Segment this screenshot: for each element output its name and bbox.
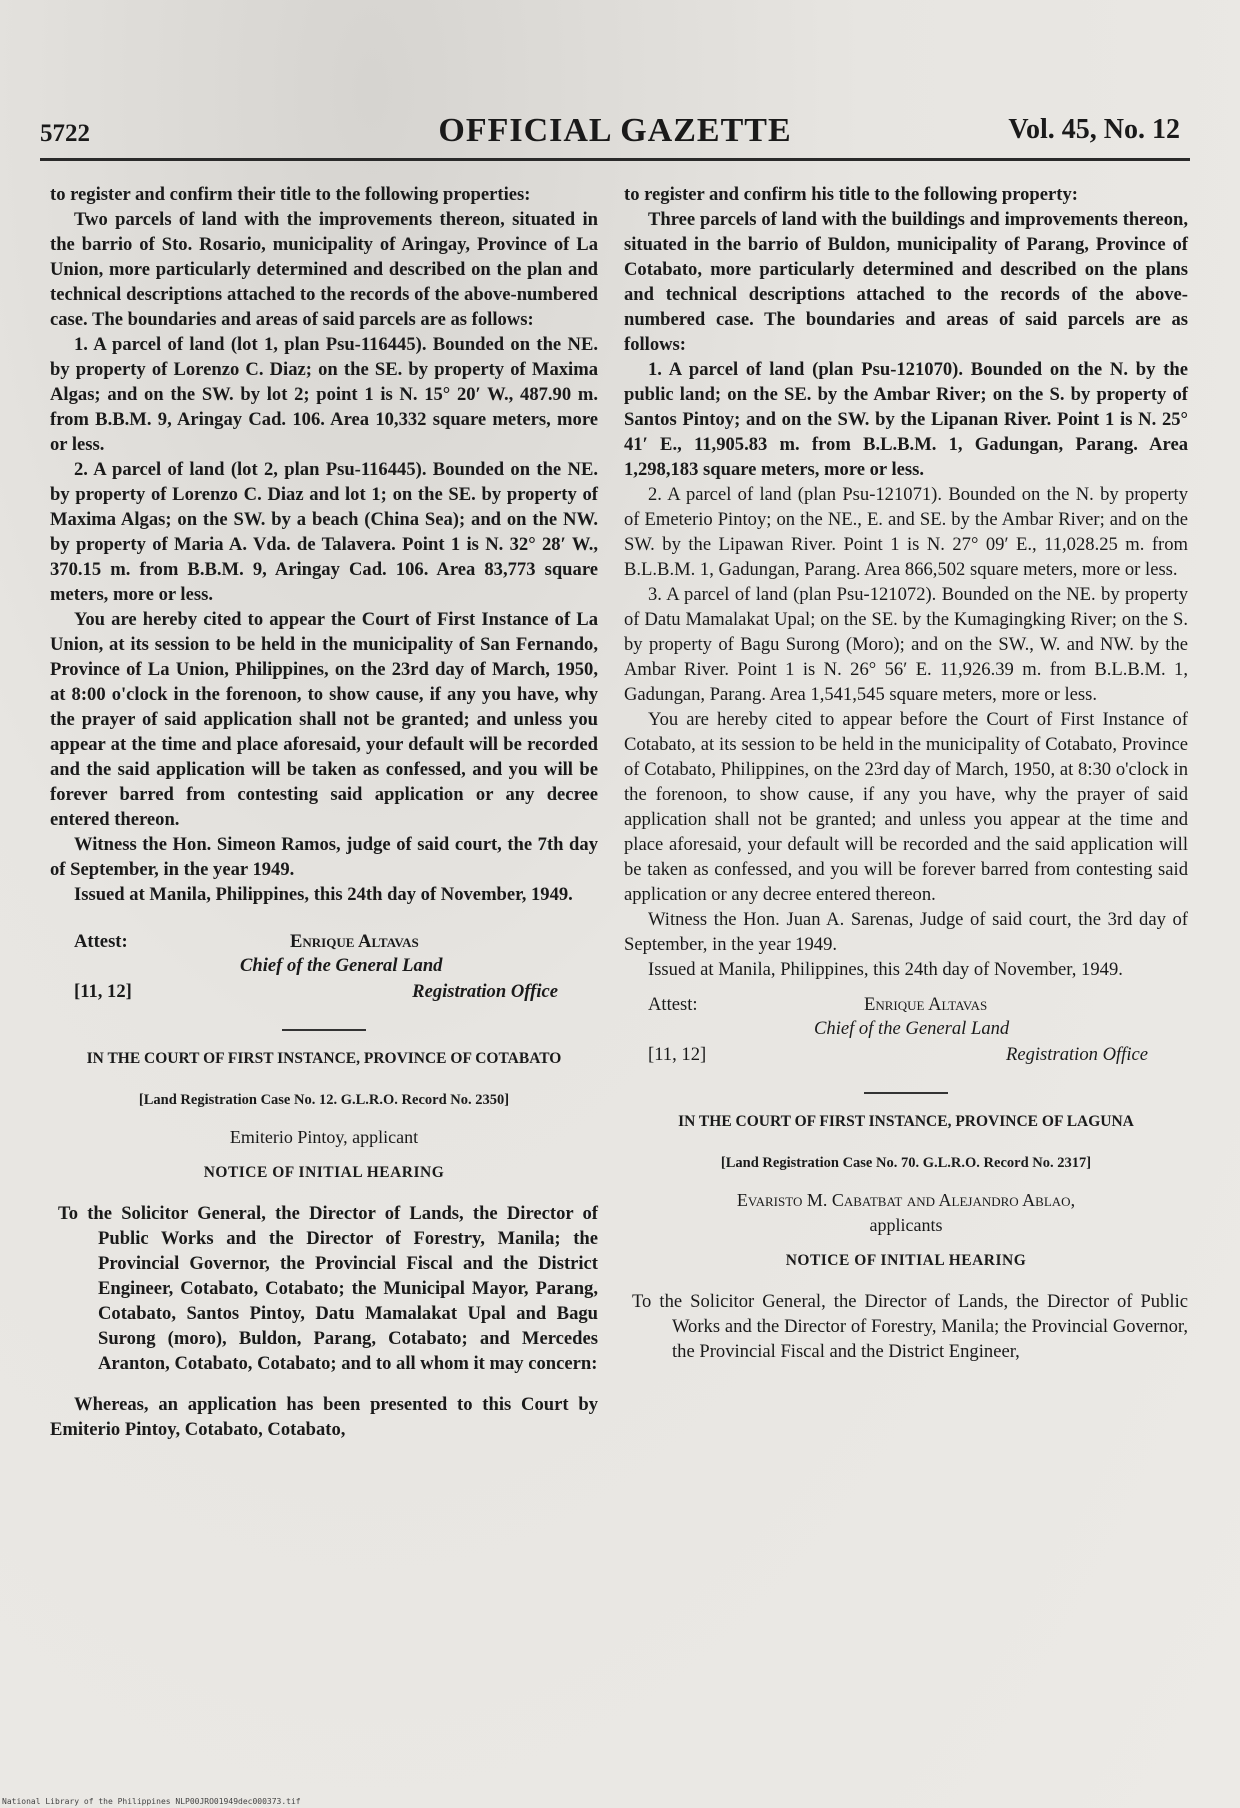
notice-title: NOTICE OF INITIAL HEARING [203,1164,445,1181]
attest-role: Chief of the General Land [240,955,443,976]
page-number: 5722 [40,120,90,147]
parcel-2: 2. A parcel of land (lot 2, plan Psu-116445). Bounded on the NE. by property of Lorenzo C. Diaz and lot 1; on the SE. by property of Maxima Algas; on the SW. by a beach (China Sea); and on the NW. by property of Maria A. Vda. de Talavera. Point 1 is N. 32° 28′ W., 370.15 m. from B.B.M. 9, Aringay Cad. 106. Area 83,773 square meters, more or less. [50,459,598,605]
parcel-3: 3. A parcel of land (plan Psu-121072). Bounded on the NE. by property of Datu Mamalakat Upal; on the SE. by the Kumagingking River; on the S. by property of Bagu Surong (Moro); and on the SW., W. and NW. by the Ambar River. Point 1 is N. 26° 56′ E. 11,926.39 m. from B.L.B.M. 1, Gadungan, Parang. Area 1,541,545 square meters, more or less. [624,584,1188,705]
issue-reference: [11, 12] [74,981,132,1002]
case-reference: [Land Registration Case No. 12. G.L.R.O. Record No. 2350] [138,1092,510,1108]
issue-reference: [11, 12] [648,1044,707,1065]
court-heading: IN THE COURT OF FIRST INSTANCE, PROVINCE OF COTABATO [86,1050,562,1067]
section-divider [282,1029,366,1031]
volume-number: Vol. 45, No. 12 [1008,114,1180,145]
citation-paragraph: You are hereby cited to appear the Court of First Instance of La Union, at its session to be held in the municipality of San Fernando, Province of La Union, Philippines, on the 23rd day of March, 1950, at 8:00 o'clock in the forenoon, to show cause, if any you have, why the prayer of said application shall not be granted; and unless you appear at the time and place aforesaid, your default will be recorded and the said application will be taken as confessed, and you will be forever barred from contesting said application or any decree entered thereon. [50,609,598,830]
applicants-label: applicants [869,1215,943,1235]
section-divider [864,1092,948,1094]
left-column [50,182,598,1442]
parcel-1: 1. A parcel of land (lot 1, plan Psu-116445). Bounded on the NE. by property of Lorenzo C. Diaz; on the SE. by property of Maxima Algas; and on the SW. by lot 2; point 1 is N. 15° 20′ W., 487.90 m. from B.B.M. 9, Aringay Cad. 106. Area 10,332 square meters, more or less. [50,334,598,455]
continuation-text: to register and confirm their title to the following properties: [50,184,531,205]
attest-role: Chief of the General Land [814,1018,1010,1039]
applicants-line: Evaristo M. Cabatbat and Alejandro Ablao, [736,1190,1076,1210]
attest-name: Enrique Altavas [290,931,419,952]
attest-label: Attest: [648,994,698,1015]
attest-name: Enrique Altavas [864,994,988,1015]
witness-paragraph: Witness the Hon. Simeon Ramos, judge of said court, the 7th day of September, in the year 1949. [50,834,598,880]
property-description: Two parcels of land with the improvements thereon, situated in the barrio of Sto. Rosario, municipality of Aringay, Province of La Union, more particularly determined and described on the plan and technical descriptions attached to the records of the above-numbered case. The boundaries and areas of said parcels are as follows: [50,209,598,330]
property-description: Three parcels of land with the buildings and improvements thereon, situated in the barrio of Buldon, municipality of Parang, Province of Cotabato, more particularly determined and described on the plans and technical descriptions attached to the records of the above-numbered case. The boundaries and areas of said parcels are as follows: [624,209,1188,355]
issued-paragraph: Issued at Manila, Philippines, this 24th day of November, 1949. [648,959,1123,980]
continuation-text: to register and confirm his title to the following property: [624,184,1078,205]
attest-office: Registration Office [412,981,558,1002]
attest-label: Attest: [74,931,128,952]
court-heading: IN THE COURT OF FIRST INSTANCE, PROVINCE OF LAGUNA [678,1113,1134,1130]
publication-title: OFFICIAL GAZETTE [438,112,792,149]
notice-title: NOTICE OF INITIAL HEARING [785,1252,1027,1269]
right-column [624,182,1188,1380]
page-header [40,112,1190,156]
scan-source-note: National Library of the Philippines NLP00JRO01949dec000373.tif [2,1797,301,1806]
parcel-1: 1. A parcel of land (plan Psu-121070). Bounded on the N. by the public land; on the SE. by the Ambar River; on the S. by property of Santos Pintoy; and on the SW. by the Lipanan River. Point 1 is N. 25° 41′ E., 11,905.83 m. from B.L.B.M. 1, Gadungan, Parang. Area 1,298,183 square meters, more or less. [624,359,1188,480]
citation-paragraph: You are hereby cited to appear before the Court of First Instance of Cotabato, at its session to be held in the municipality of Cotabato, Province of Cotabato, Philippines, on the 23rd day of March, 1950, at 8:30 o'clock in the forenoon, to show cause, if any you have, why the prayer of said application shall not be granted; and unless you appear at the time and place aforesaid, your default will be recorded and the said application will be taken as confessed, and you will be forever barred from contesting said application or any decree entered thereon. [624,709,1188,905]
attest-block [624,992,1188,1070]
attest-block [50,929,598,1007]
case-reference: [Land Registration Case No. 70. G.L.R.O. Record No. 2317] [720,1155,1092,1171]
whereas-paragraph: Whereas, an application has been presented to this Court by Emiterio Pintoy, Cotabato, Cotabato, [50,1394,598,1440]
addressees-paragraph: To the Solicitor General, the Director of Lands, the Director of Public Works and the Director of Forestry, Manila; the Provincial Governor, the Provincial Fiscal and the District Engineer, Cotabato, Cotabato; the Municipal Mayor, Parang, Cotabato, Santos Pintoy, Datu Mamalakat Upal and Bagu Surong (moro), Buldon, Parang, Cotabato; and Mercedes Aranton, Cotabato, Cotabato; and to all whom it may concern: [58,1203,598,1374]
witness-paragraph: Witness the Hon. Juan A. Sarenas, Judge of said court, the 3rd day of September, in the year 1949. [624,909,1188,955]
header-rule [40,158,1190,161]
issued-paragraph: Issued at Manila, Philippines, this 24th day of November, 1949. [74,884,573,905]
applicant-line: Emiterio Pintoy, applicant [229,1127,419,1147]
attest-office: Registration Office [1005,1044,1148,1065]
addressees-paragraph: To the Solicitor General, the Director of Lands, the Director of Public Works and the Director of Forestry, Manila; the Provincial Governor, the Provincial Fiscal and the District Engineer, [632,1291,1188,1362]
parcel-2: 2. A parcel of land (plan Psu-121071). Bounded on the N. by property of Emeterio Pintoy; on the NE., E. and SE. by the Ambar River; and on the SW. by the Lipawan River. Point 1 is N. 27° 09′ E., 11,028.25 m. from B.L.B.M. 1, Gadungan, Parang. Area 866,502 square meters, more or less. [624,484,1188,580]
